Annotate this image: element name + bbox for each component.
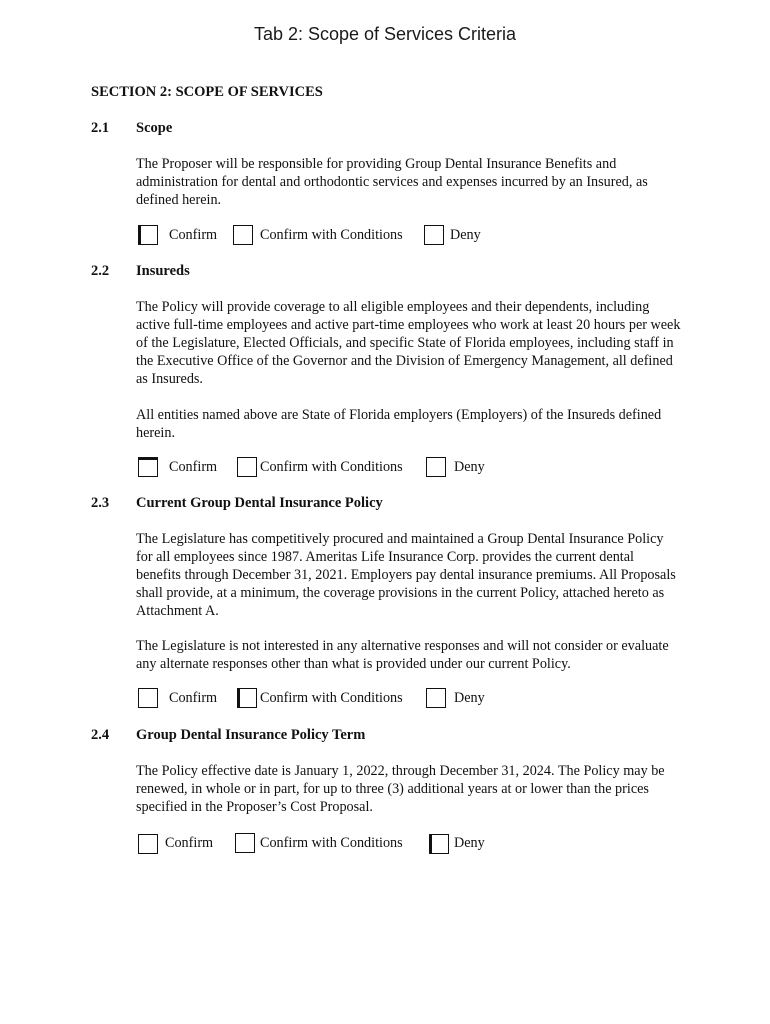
paragraph: All entities named above are State of Florida employers (Employers) of the Insureds defined herein. — [136, 407, 662, 441]
subsection-number: 2.1 — [91, 120, 110, 136]
deny-label[interactable]: Deny — [450, 227, 481, 243]
confirm-checkbox[interactable] — [138, 457, 158, 477]
confirm-checkbox[interactable] — [138, 834, 158, 854]
confirm-with-conditions-checkbox[interactable] — [237, 457, 257, 477]
subsection-number: 2.2 — [91, 263, 110, 279]
confirm-with-conditions-label[interactable]: Confirm with Conditions — [260, 459, 403, 475]
confirm-with-conditions-checkbox[interactable] — [233, 225, 253, 245]
confirm-with-conditions-label[interactable]: Confirm with Conditions — [260, 835, 403, 851]
response-options — [136, 833, 696, 857]
confirm-with-conditions-checkbox[interactable] — [235, 833, 255, 853]
confirm-with-conditions-label[interactable]: Confirm with Conditions — [260, 227, 403, 243]
subsection-heading: Scope — [136, 120, 173, 136]
confirm-checkbox[interactable] — [138, 688, 158, 708]
deny-label[interactable]: Deny — [454, 459, 485, 475]
subsection-number: 2.4 — [91, 727, 110, 743]
page-title: Tab 2: Scope of Services Criteria — [253, 24, 517, 44]
deny-checkbox[interactable] — [426, 688, 446, 708]
confirm-label[interactable]: Confirm — [169, 459, 218, 475]
paragraph: The Legislature is not interested in any alternative responses and will not consider or evaluate any alternate responses other than what is provided under our current Policy. — [136, 638, 669, 672]
paragraph: The Legislature has competitively procured and maintained a Group Dental Insurance Policy for all employees since 1987. Ameritas Life Insurance Corp. provides the current dental benefits through December 31, 2021. Employers pay dental insurance premiums. All Proposals shall provide, at a minimum, the coverage provisions in the current Policy, attached hereto as Attachment A. — [136, 531, 676, 619]
confirm-label[interactable]: Confirm — [169, 690, 218, 706]
subsection-heading: Insureds — [136, 263, 190, 279]
confirm-with-conditions-checkbox[interactable] — [237, 688, 257, 708]
response-options — [136, 225, 696, 249]
deny-label[interactable]: Deny — [454, 690, 485, 706]
confirm-with-conditions-label[interactable]: Confirm with Conditions — [260, 690, 403, 706]
deny-checkbox[interactable] — [424, 225, 444, 245]
response-options — [136, 457, 696, 481]
confirm-label[interactable]: Confirm — [165, 835, 214, 851]
deny-label[interactable]: Deny — [454, 835, 485, 851]
confirm-checkbox[interactable] — [138, 225, 158, 245]
paragraph: The Policy effective date is January 1, 2022, through December 31, 2024. The Policy may be renewed, in whole or in part, for up to three (3) additional years at or lower than the prices specified in the Proposer’s Cost Proposal. — [136, 763, 665, 815]
section-title: SECTION 2: SCOPE OF SERVICES — [91, 84, 323, 100]
subsection-heading: Current Group Dental Insurance Policy — [136, 495, 383, 511]
deny-checkbox[interactable] — [426, 457, 446, 477]
paragraph: The Proposer will be responsible for providing Group Dental Insurance Benefits and administration for dental and orthodontic services and expenses incurred by an Insured, as defined herein. — [136, 156, 648, 208]
deny-checkbox[interactable] — [429, 834, 449, 854]
subsection-number: 2.3 — [91, 495, 110, 511]
confirm-label[interactable]: Confirm — [169, 227, 218, 243]
response-options — [136, 688, 696, 712]
subsection-heading: Group Dental Insurance Policy Term — [136, 727, 366, 743]
paragraph: The Policy will provide coverage to all eligible employees and their dependents, including active full-time employees and active part-time employees who work at least 20 hours per week of the Legislature, Elected Officials, and specific State of Florida employees, including staff in the Executive Office of the Governor and the Division of Emergency Management, all defined as Insureds. — [136, 299, 681, 387]
